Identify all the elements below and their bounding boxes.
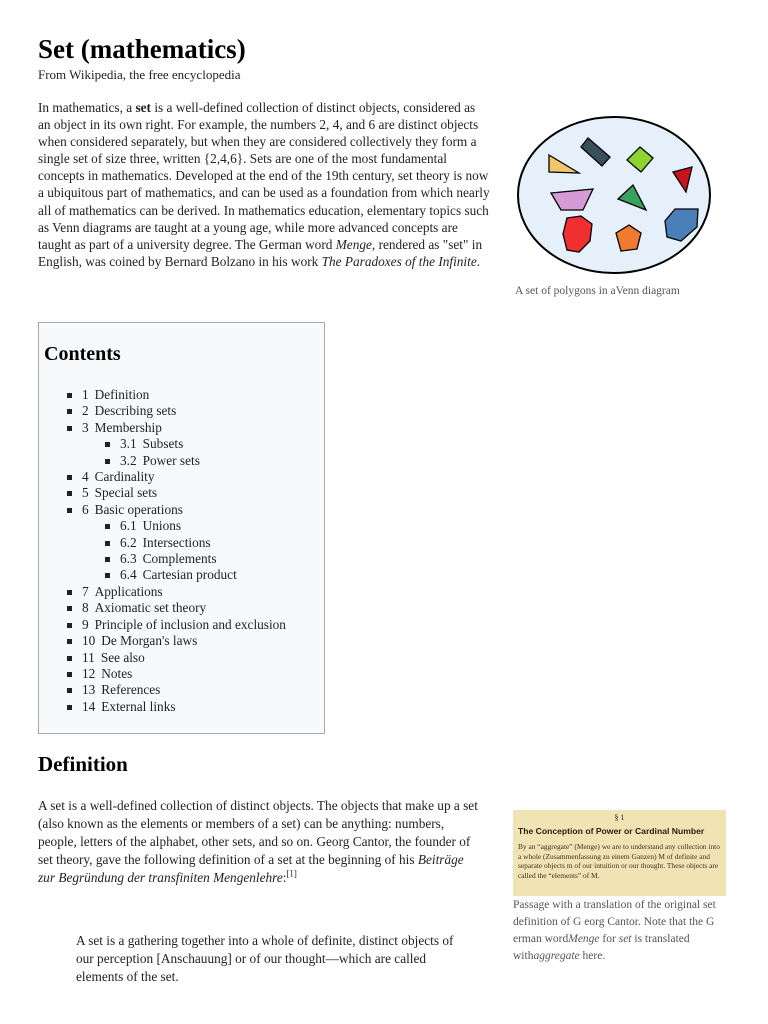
toc-item-number: 11 — [82, 649, 95, 665]
toc-item-number: 3.2 — [120, 452, 137, 468]
toc-item-number: 5 — [82, 485, 89, 501]
intro-text: is a well-defined collection of distinct objects, considered as an object in its own right. For example, the numbers 2, 4, and 6 are distinct objects when considered separately, but when they are considered collectively they form a single set of size three, written {2,4,6}. Sets are one of the most fundamental concepts in mathematics. Developed at the end of the 19th century, set theory is now a ubiquitous part of mathematics, and can be used as a foundation from which nearly all of mathematics can be derived. In mathematics education, elementary topics such as Venn diagrams are taught at a young age, while more advanced concepts are taught as part of a university degree. The German word — [38, 100, 490, 252]
intro-text: , rendered as "set" in English, was coined by Bernard Bolzano in his work — [38, 236, 483, 269]
intro-text: In mathematics, a — [38, 100, 136, 115]
toc-item-label[interactable]: Axiomatic set theory — [94, 600, 207, 616]
toc-item-number: 6.4 — [120, 567, 137, 583]
toc-item-label[interactable]: Subsets — [142, 436, 184, 452]
toc-item[interactable] — [67, 633, 286, 649]
caption-term-set: set — [618, 933, 632, 945]
toc-item-label[interactable]: Cardinality — [94, 469, 155, 485]
passage-image[interactable] — [513, 810, 726, 896]
toc-item-label[interactable]: Power sets — [142, 452, 200, 468]
toc-item-label[interactable]: Applications — [94, 583, 163, 599]
toc-item-number: 3 — [82, 419, 89, 435]
toc-item-label[interactable]: De Morgan's laws — [101, 633, 198, 649]
intro-term-set: set — [135, 100, 151, 115]
toc-item[interactable] — [105, 567, 286, 583]
toc-item-number: 6.1 — [120, 518, 137, 534]
intro-text: . — [476, 253, 481, 269]
toc-item[interactable] — [67, 666, 286, 682]
definition-text: A set is a well-defined collection of distinct objects. The objects that make up a set (also known as the elements or members of a set) can be anything: numbers, people, letters of the alphabet, other sets, and so on. Georg Cantor, the founder of set theory, gave the following definition of a set at the beginning of his — [38, 798, 478, 867]
toc-item-number: 7 — [82, 583, 89, 599]
toc-list — [67, 387, 286, 715]
toc-item[interactable] — [105, 453, 286, 469]
cantor-work-title[interactable]: Beiträge zur Begründung der transfiniten Mengenlehre — [38, 852, 464, 885]
toc-item-number: 13 — [82, 682, 96, 698]
passage-figure — [513, 810, 726, 965]
toc-item[interactable] — [67, 600, 286, 616]
venn-caption: A set of polygons in aVenn diagram — [515, 285, 680, 297]
toc-item-label[interactable]: Principle of inclusion and exclusion — [94, 616, 286, 632]
toc-item-label[interactable]: References — [101, 682, 161, 698]
caption-term-aggregate: aggregate — [533, 950, 580, 962]
cantor-quote: A set is a gathering together into a whole of definite, distinct objects of our perception [Anschauung] or of our thought—which are called elements of the set. — [76, 933, 454, 984]
toc-item-number: 12 — [82, 665, 96, 681]
toc-item-label[interactable]: Cartesian product — [142, 567, 237, 583]
toc-item[interactable] — [67, 502, 286, 518]
toc-item-label[interactable]: See also — [100, 649, 145, 665]
toc-item-label[interactable]: Membership — [94, 419, 162, 435]
toc-item-number: 1 — [82, 387, 89, 402]
page-title: Set (mathematics) — [38, 34, 246, 64]
toc-item-number: 10 — [82, 633, 96, 649]
passage-section-mark: § 1 — [614, 813, 625, 822]
passage-text: By an “aggregate” (Menge) we are to understand any collection into a whole (Zusammenfassung zu einem Ganzen) M of definite and separate objects m of our intuition or our thought. These objects are called the “elements” of M. — [518, 842, 720, 880]
toc-item-number: 8 — [82, 600, 89, 616]
toc-item[interactable] — [105, 551, 286, 567]
section-heading-definition: Definition — [38, 752, 128, 776]
toc-item-label[interactable]: External links — [101, 698, 176, 714]
toc-item-label[interactable]: Special sets — [94, 485, 158, 501]
passage-heading: The Conception of Power or Cardinal Number — [518, 826, 705, 836]
toc-item-label[interactable]: Complements — [142, 551, 217, 567]
toc-item-number: 6.2 — [120, 534, 137, 550]
toc-item-label[interactable]: Describing sets — [94, 403, 177, 419]
toc-item-number: 3.1 — [120, 436, 137, 452]
toc-item[interactable] — [67, 469, 286, 485]
caption-text: here. — [579, 950, 606, 962]
toc-item[interactable] — [105, 436, 286, 452]
caption-text: Passage with a translation of the original set definition of G eorg Cantor. Note that the G erman word — [513, 899, 716, 945]
toc-item-label[interactable]: Basic operations — [94, 501, 183, 517]
toc-item-number: 9 — [82, 616, 89, 632]
intro-work-title[interactable]: The Paradoxes of the Infinite — [321, 253, 477, 269]
intro-term-menge: Menge — [335, 236, 372, 252]
toc-item-label[interactable]: Unions — [142, 518, 182, 534]
page-tagline: From Wikipedia, the free encyclopedia — [38, 67, 241, 82]
toc-item-number: 4 — [82, 469, 89, 485]
toc-item[interactable] — [105, 535, 286, 551]
intro-paragraph — [38, 99, 490, 270]
toc-item[interactable] — [67, 485, 286, 501]
toc-item[interactable] — [67, 682, 286, 698]
toc-heading: Contents — [44, 343, 121, 365]
definition-paragraph — [38, 797, 482, 887]
toc-item-number: 6.3 — [120, 551, 137, 567]
table-of-contents — [38, 322, 325, 734]
venn-ellipse — [518, 117, 710, 273]
passage-caption — [513, 897, 726, 965]
venn-figure — [515, 115, 725, 300]
reference-link[interactable]: [1] — [286, 868, 297, 879]
toc-item[interactable] — [67, 617, 286, 633]
toc-item[interactable] — [67, 584, 286, 600]
definition-colon: : — [282, 870, 287, 885]
toc-item[interactable] — [67, 387, 286, 403]
toc-item-label[interactable]: Definition — [94, 387, 150, 402]
toc-item-number: 14 — [82, 698, 96, 714]
toc-item[interactable] — [67, 650, 286, 666]
toc-item[interactable] — [67, 699, 286, 715]
toc-item-label[interactable]: Intersections — [142, 534, 211, 550]
toc-item-number: 6 — [82, 501, 89, 517]
toc-item-number: 2 — [82, 403, 89, 419]
toc-item[interactable] — [67, 403, 286, 419]
caption-text: is translated with — [513, 933, 690, 962]
caption-text: for — [599, 933, 619, 945]
toc-item[interactable] — [105, 518, 286, 534]
toc-item[interactable] — [67, 420, 286, 436]
toc-item-label[interactable]: Notes — [101, 665, 133, 681]
venn-diagram-image[interactable] — [515, 115, 713, 277]
caption-term-menge: Menge — [568, 933, 600, 945]
